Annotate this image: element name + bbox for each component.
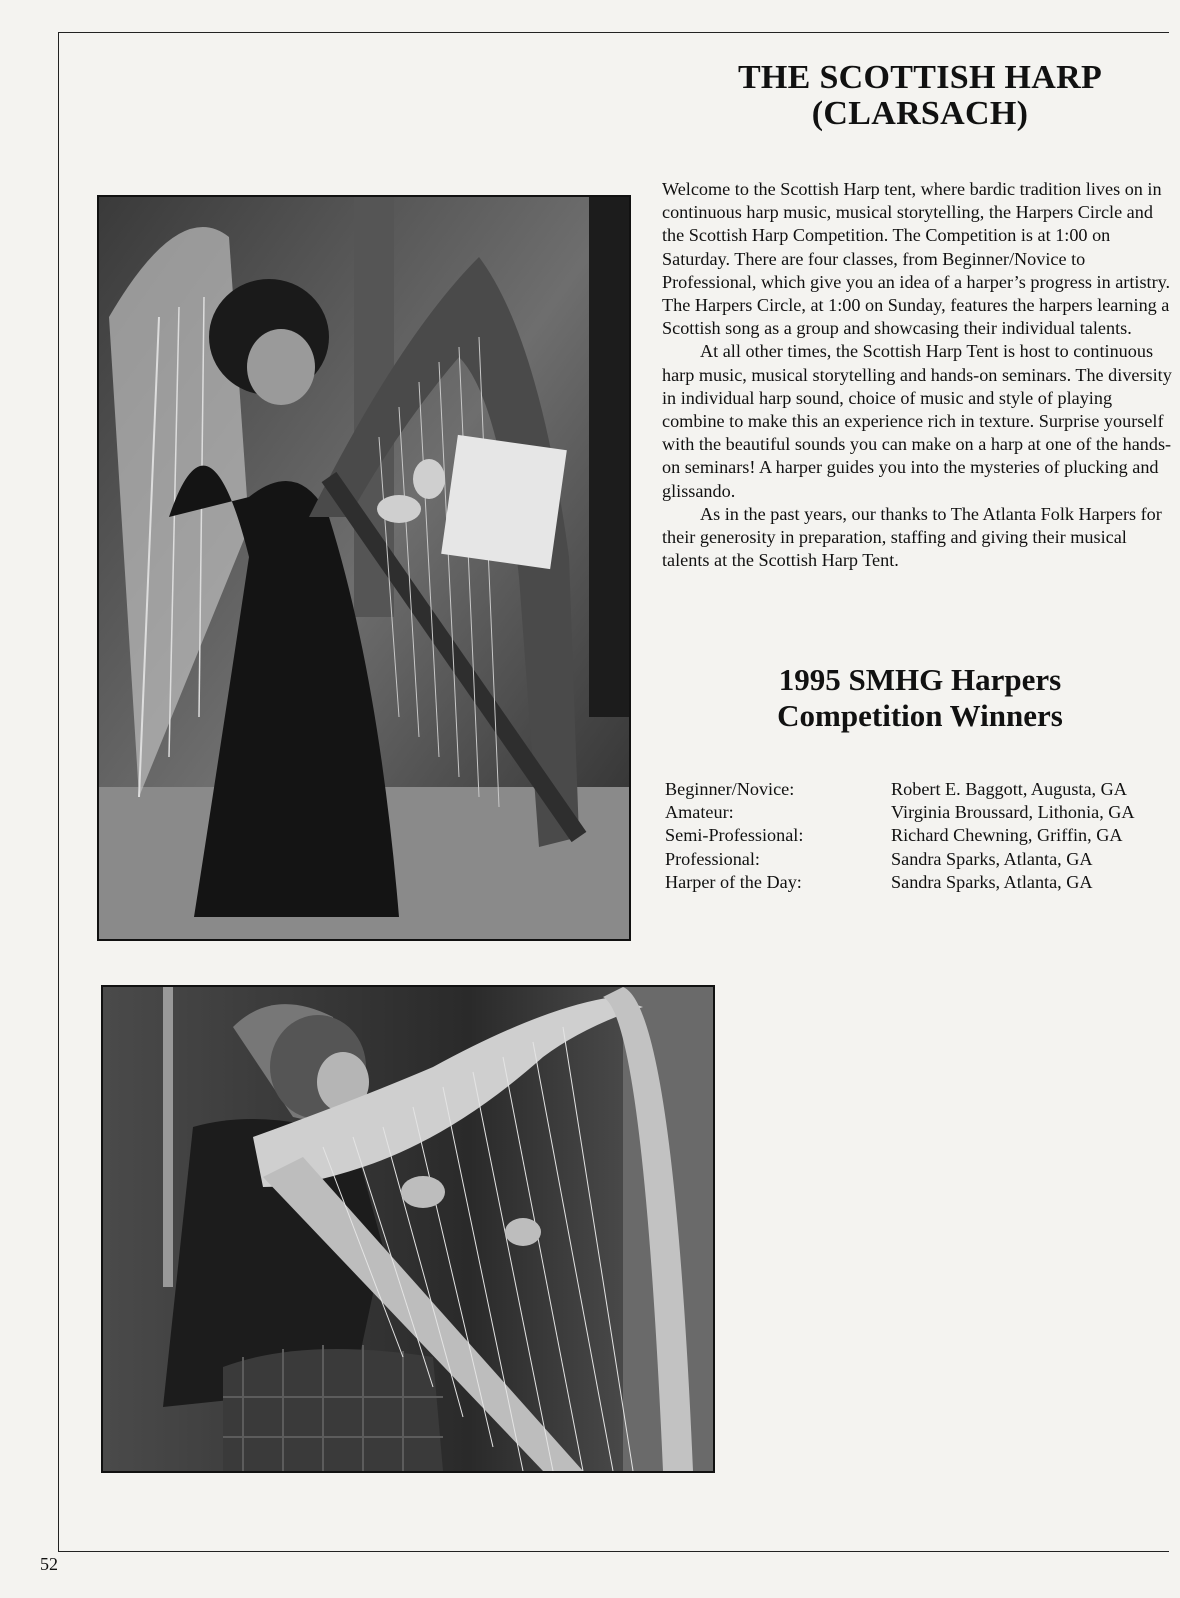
winner-class: Beginner/Novice: [665,779,795,799]
intro-text [662,178,1176,572]
intro-paragraph-1: Welcome to the Scottish Harp tent, where bardic tradition lives on in continuous harp music, musical storytelling, the Harpers Circle and the Scottish Harp Competition. The Competition is at 1:00 on Saturday. There are four classes, from Beginner/Novice to Professional, which give you an idea of a harper’s progress in artistry. The Harpers Circle, at 1:00 on Sunday, features the harpers learning a Scottish song as a group and showcasing their individual talents. [662,179,1171,339]
winner-row [665,778,1180,801]
winners-heading-line-1: 1995 SMHG Harpers [778,662,1062,697]
winner-class: Professional: [665,848,760,869]
winner-row [665,871,1180,894]
intro-paragraph-3: As in the past years, our thanks to The Atlanta Folk Harpers for their generosity in preparation, staffing and giving their musical talents at the Scottish Harp Tent. [662,503,1162,571]
winner-class: Amateur: [665,802,734,823]
winners-heading-line-2: Competition Winners [777,698,1063,733]
winner-row [665,801,1180,824]
intro-paragraph-2: At all other times, the Scottish Harp Tent is host to continuous harp music, musical storytelling and hands-on seminars. The diversity in individual harp sound, choice of music and style of playing combine to make this an experience rich in texture. Surprise yourself with the beautiful sounds you can make on a harp at one of the hands-on seminars! A harper guides you into the mysteries of plucking and glissando. [662,341,1172,501]
page-number: 52 [40,1554,58,1574]
harper-photo-2 [101,985,715,1473]
winner-name: Richard Chewning, Griffin, GA [891,825,1123,846]
page-title-line-2: (CLARSACH) [811,95,1029,132]
winners-list [665,778,1180,894]
page-title-line-1: THE SCOTTISH HARP [737,59,1103,96]
harper-photo-1 [97,195,631,941]
page-title [660,60,1180,132]
winners-heading [660,662,1180,734]
winner-class: Harper of the Day: [665,871,802,892]
winner-row [665,824,1180,847]
winner-name: Virginia Broussard, Lithonia, GA [891,802,1135,823]
winner-name: Sandra Sparks, Atlanta, GA [891,871,1093,892]
winner-row [665,848,1180,871]
winner-name: Robert E. Baggott, Augusta, GA [891,779,1127,799]
winner-name: Sandra Sparks, Atlanta, GA [891,848,1093,869]
winner-class: Semi-Professional: [665,825,804,846]
